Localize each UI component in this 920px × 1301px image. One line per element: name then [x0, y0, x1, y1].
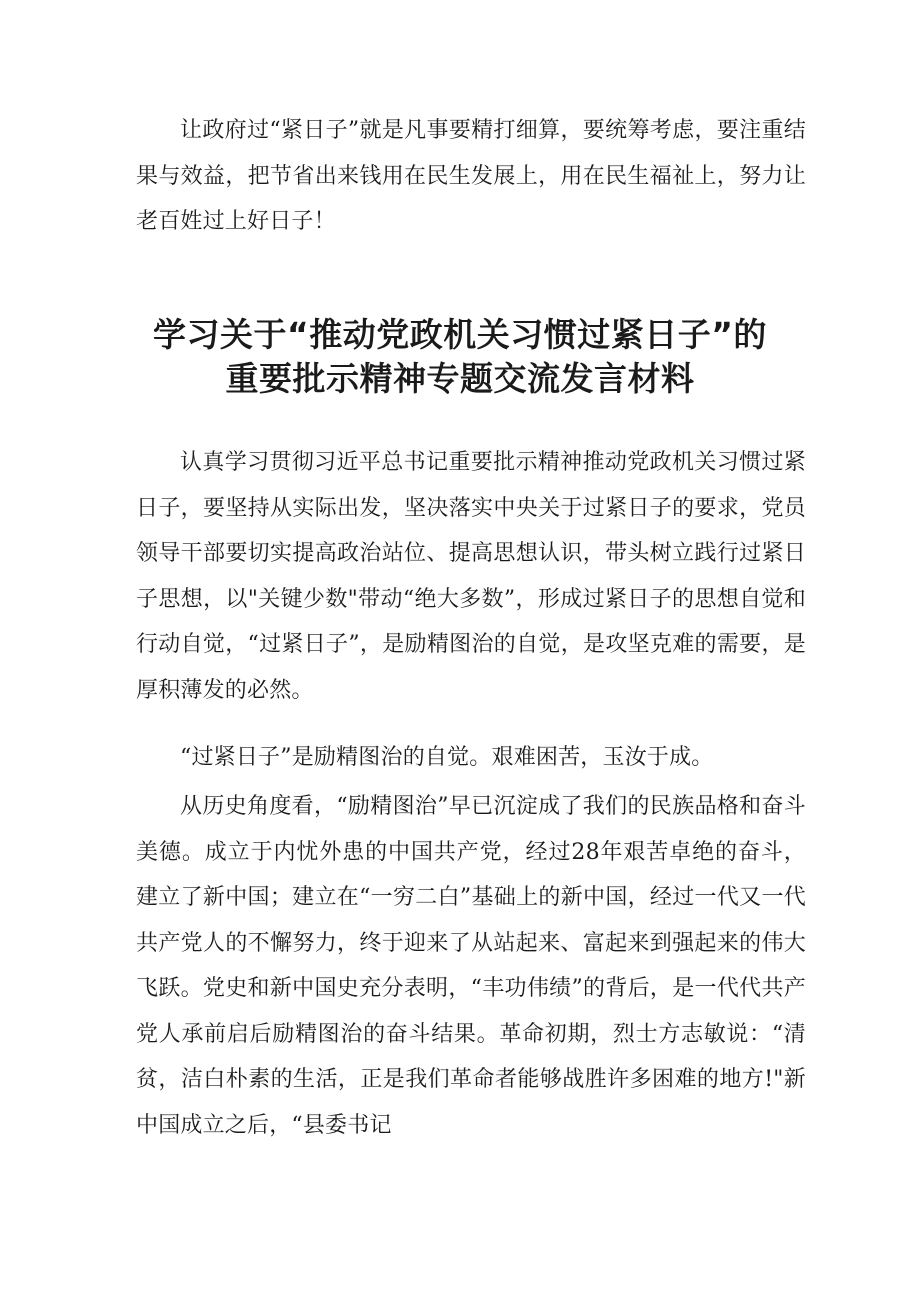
body-paragraph-2: “过紧日子”是励精图治的自觉。艰难困苦，玉汝于成。 [180, 745, 714, 770]
document-title-line-1: 学习关于“推动党政机关习惯过紧日子”的 [153, 315, 767, 354]
body-paragraph-3: 从历史角度看，“励精图治”早已沉淀成了我们的民族品格和奋斗美德。成立于内忧外患的中国共产党，经过28年艰苦卓绝的奋斗，建立了新中国；建立在“一穷二白”基础上的新中国，经过一代又一代共产党人的不懈努力，终于迎来了从站起来、富起来到强起来的伟大飞跃。党史和新中国史充分表明，“丰功伟绩”的背后，是一代代共产党人承前启后励精图治的奋斗结果。革命初期，烈士方志敏说：“清贫，洁白朴素的生活，正是我们革命者能够战胜许多困难的地方!"新中国成立之后，“县委书记 [136, 794, 806, 1138]
document-title-line-2: 重要批示精神专题交流发言材料 [225, 359, 695, 398]
intro-paragraph: 让政府过“紧日子”就是凡事要精打细算，要统筹考虑，要注重结果与效益，把节省出来钱用在民生发展上，用在民生福祉上，努力让老百姓过上好日子！ [136, 118, 806, 234]
body-paragraph-1: 认真学习贯彻习近平总书记重要批示精神推动党政机关习惯过紧日子，要坚持从实际出发，坚决落实中央关于过紧日子的要求，党员领导干部要切实提高政治站位、提高思想认识，带头树立践行过紧日子思想，以"关键少数"带动“绝大多数”，形成过紧日子的思想自觉和行动自觉，“过紧日子”，是励精图治的自觉，是攻坚克难的需要，是厚积薄发的必然。 [136, 450, 806, 703]
